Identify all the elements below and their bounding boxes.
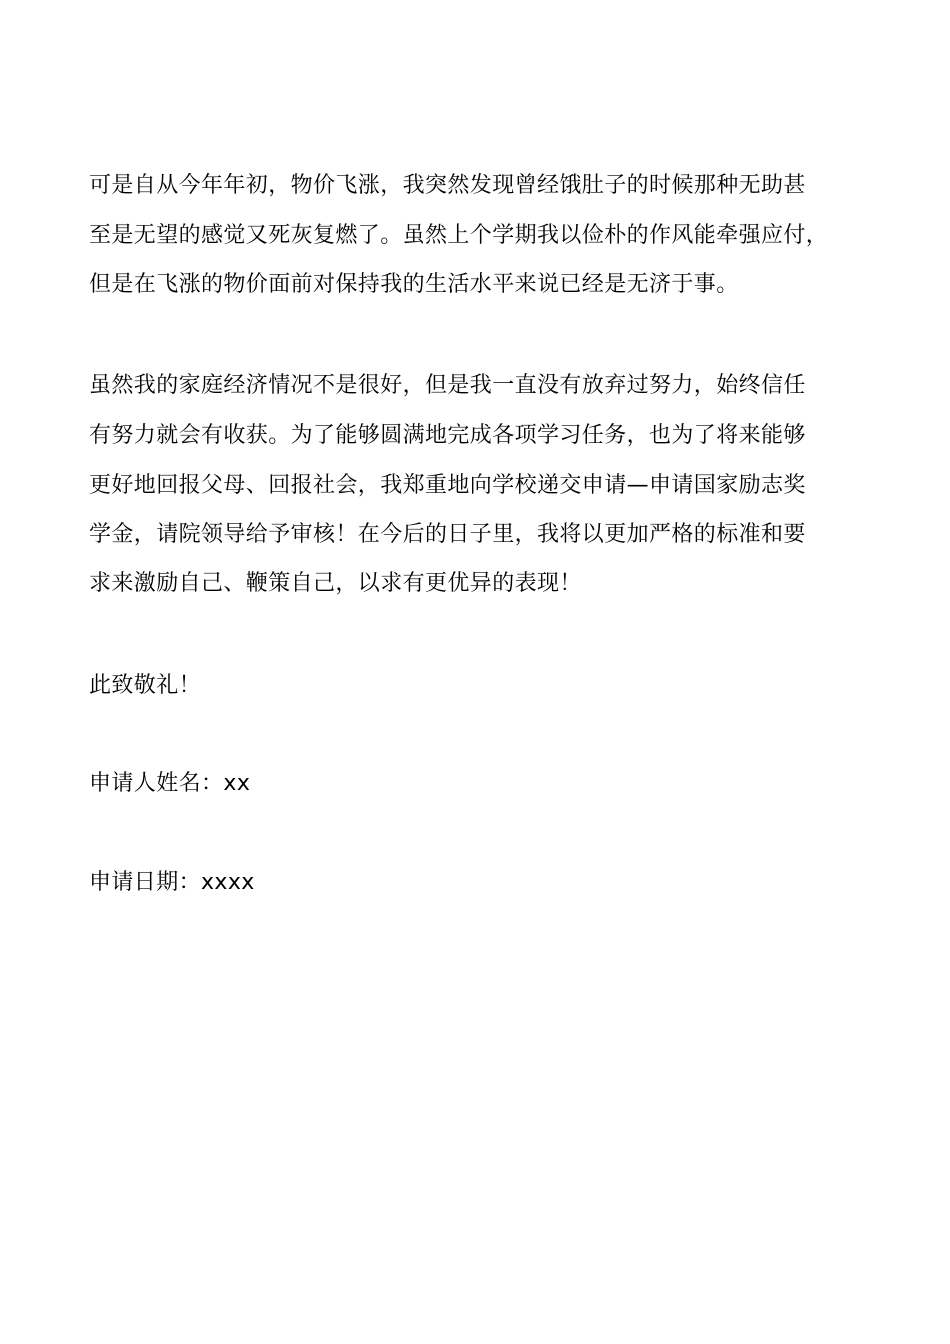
paragraph-line: 更好地回报父母、回报社会，我郑重地向学校递交申请—申请国家励志奖 [89,473,806,498]
paragraph-line: 可是自从今年年初，物价飞涨，我突然发现曾经饿肚子的时候那种无助甚 [89,173,806,198]
paragraph-line: 求来激励自己、鞭策自己，以求有更优异的表现！ [89,571,582,596]
paragraph-line: 学金，请院领导给予审核！在今后的日子里，我将以更加严格的标准和要 [89,522,806,547]
paragraph-line: 虽然我的家庭经济情况不是很好，但是我一直没有放弃过努力，始终信任 [89,373,806,398]
closing-salutation: 此致敬礼！ [89,673,202,698]
applicant-name: 申请人姓名：xx [89,771,251,796]
paragraph-line: 至是无望的感觉又死灰复燃了。虽然上个学期我以俭朴的作风能牵强应付， [89,223,829,248]
paragraph-line: 但是在飞涨的物价面前对保持我的生活水平来说已经是无济于事。 [89,272,739,297]
paragraph-line: 有努力就会有收获。为了能够圆满地完成各项学习任务，也为了将来能够 [89,423,806,448]
application-date: 申请日期：xxxx [89,870,255,895]
